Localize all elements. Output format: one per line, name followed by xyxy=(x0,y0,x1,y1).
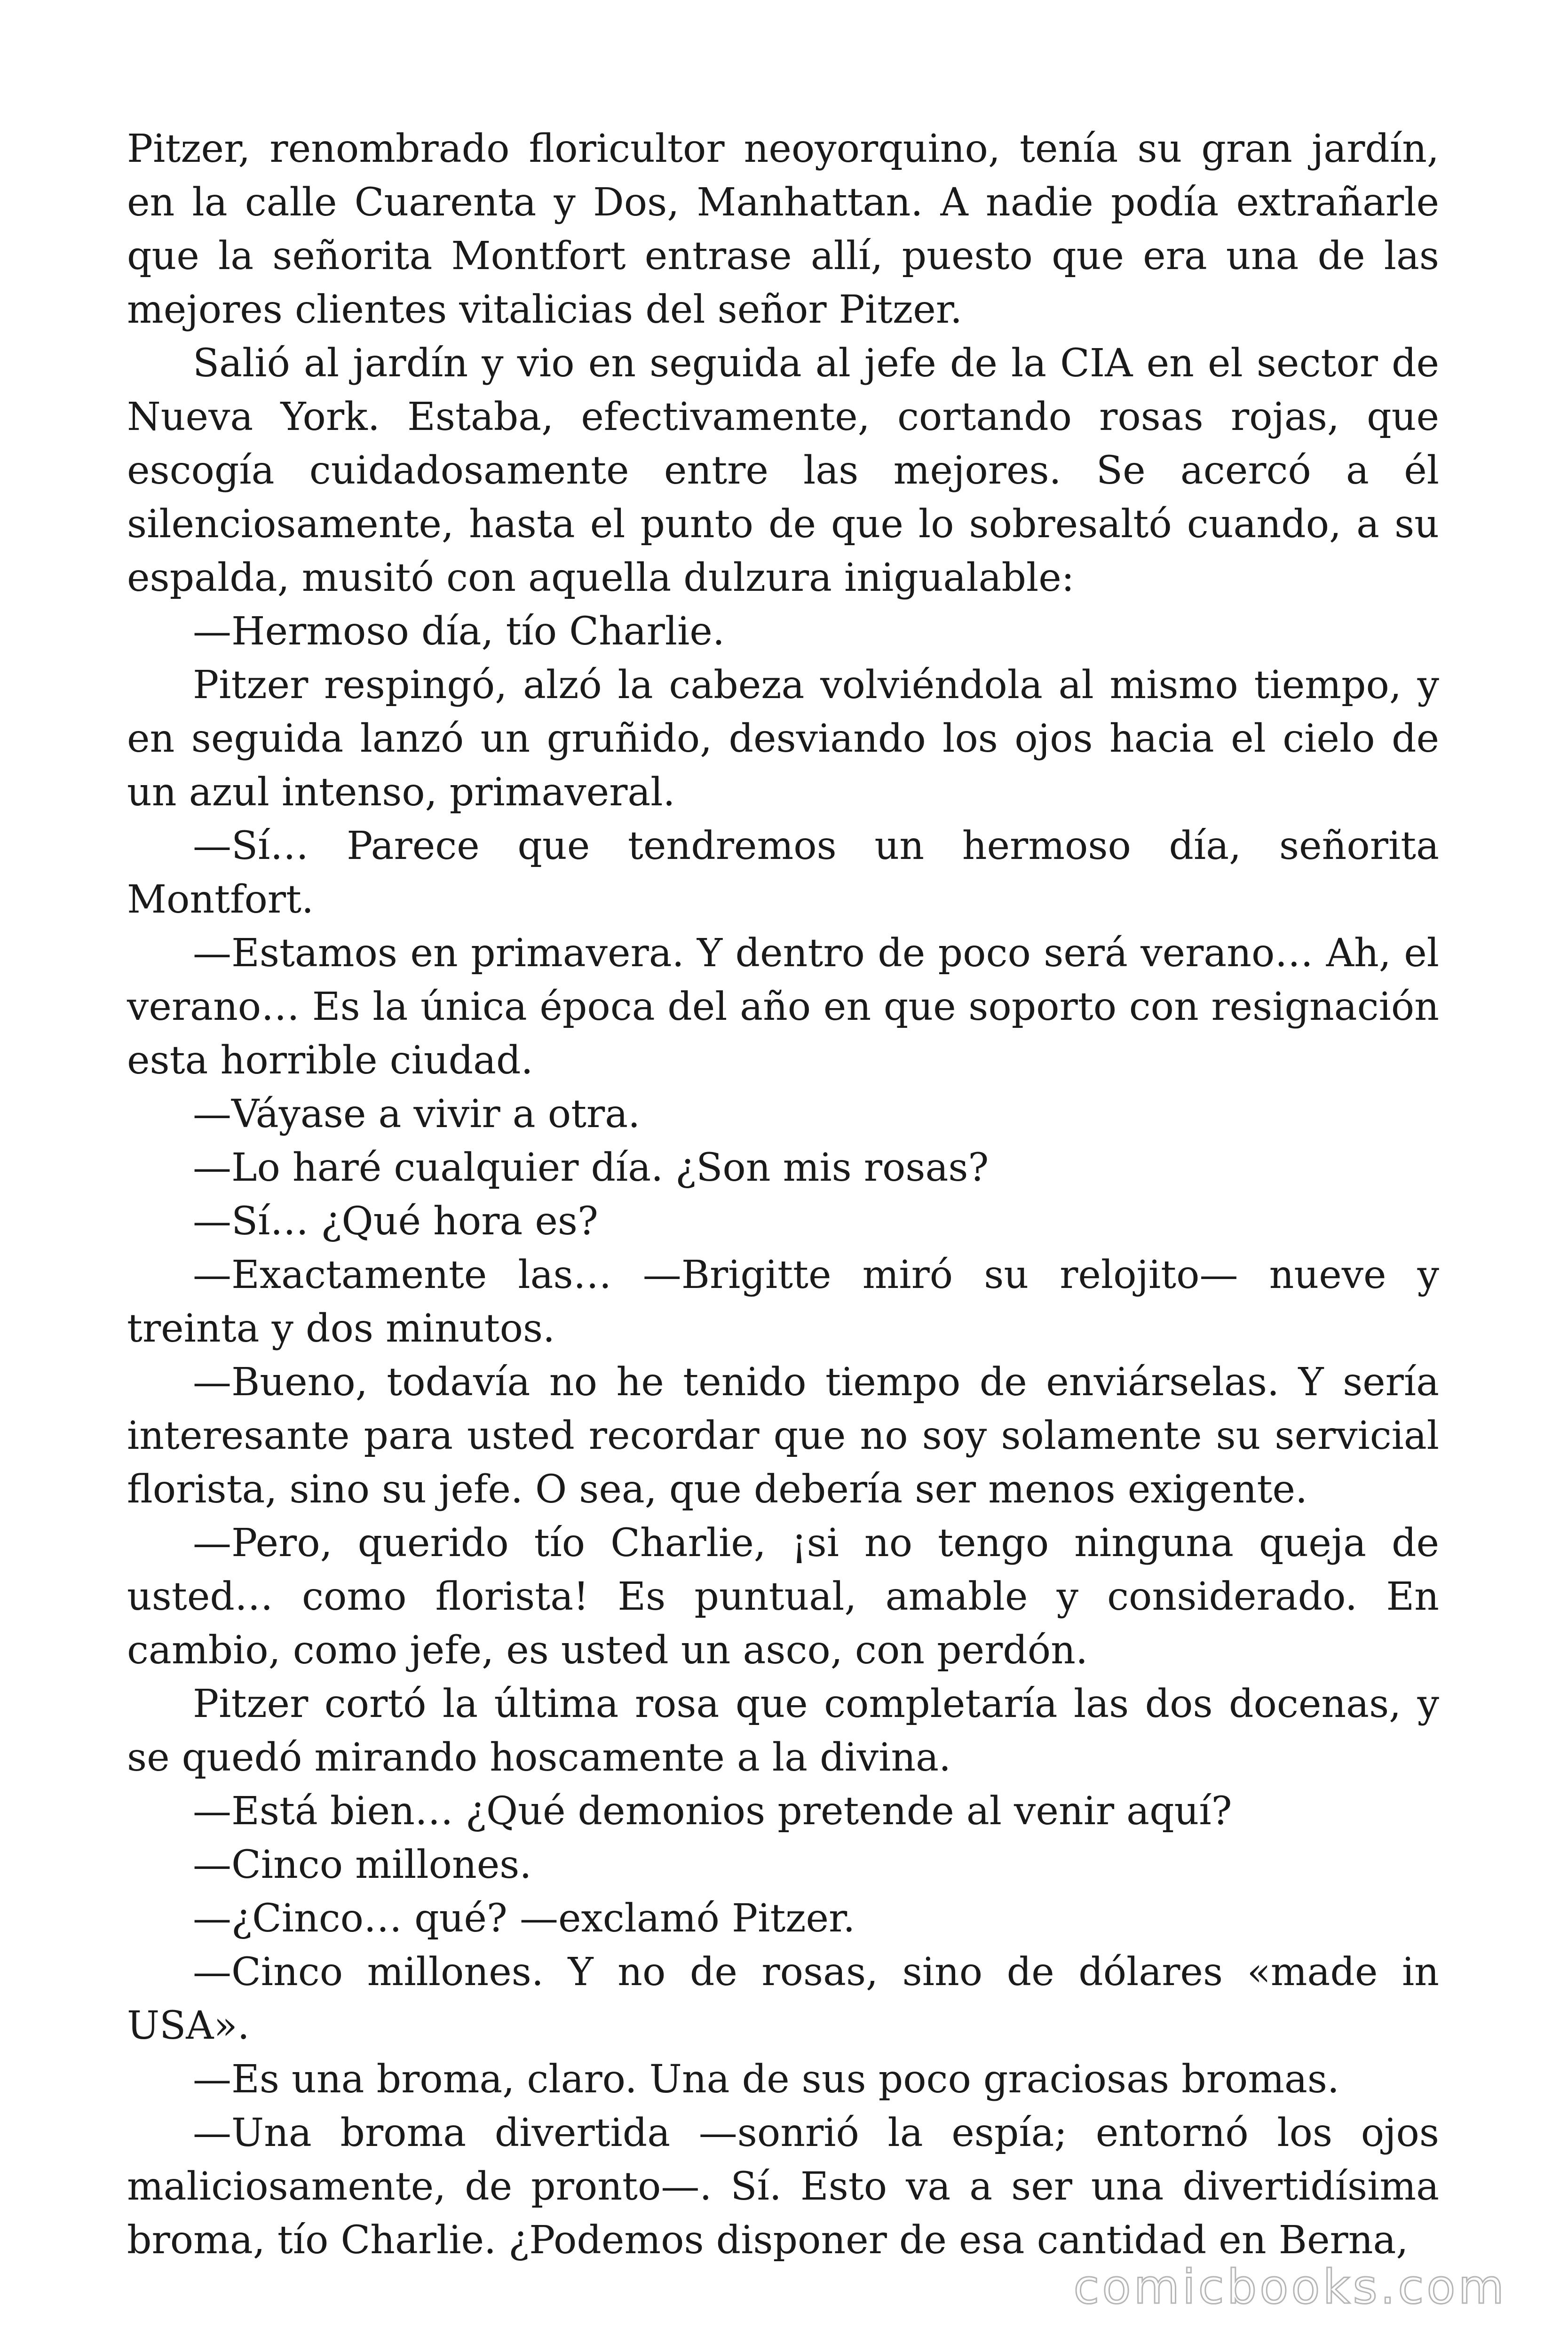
paragraph: —Pero, querido tío Charlie, ¡si no tengo ninguna queja de usted… como florista! Es puntual, amable y considerado. En cambio, como jefe, es usted un asco, con perdón. xyxy=(127,1521,1439,1673)
watermark: comicbooks.com xyxy=(1073,2259,1507,2314)
paragraph: Pitzer respingó, alzó la cabeza volviéndola al mismo tiempo, y en seguida lanzó un gruñido, desviando los ojos hacia el cielo de un azul intenso, primaveral. xyxy=(127,663,1439,815)
paragraph: —Sí… ¿Qué hora es? xyxy=(193,1199,598,1244)
page-text xyxy=(127,122,1439,2267)
paragraph: —Estamos en primavera. Y dentro de poco será verano… Ah, el verano… Es la única época del año en que soporto con resignación esta horrible ciudad. xyxy=(127,931,1439,1083)
paragraph: —Lo haré cualquier día. ¿Son mis rosas? xyxy=(193,1145,989,1190)
paragraph: —Está bien… ¿Qué demonios pretende al venir aquí? xyxy=(193,1789,1232,1834)
paragraph: —Exactamente las… —Brigitte miró su relojito— nueve y treinta y dos minutos. xyxy=(127,1253,1439,1351)
paragraph: Pitzer cortó la última rosa que completaría las dos docenas, y se quedó mirando hoscamente a la divina. xyxy=(127,1682,1439,1780)
paragraph: —Hermoso día, tío Charlie. xyxy=(193,609,725,654)
paragraph: —Cinco millones. Y no de rosas, sino de dólares «made in USA». xyxy=(127,1950,1439,2048)
paragraph: —¿Cinco… qué? —exclamó Pitzer. xyxy=(193,1896,855,1941)
paragraph: —Váyase a vivir a otra. xyxy=(193,1092,641,1136)
paragraph: Salió al jardín y vio en seguida al jefe de la CIA en el sector de Nueva York. Estaba, efectivamente, cortando rosas rojas, que escogía cuidadosamente entre las mejores. Se acercó a él silenciosamente, hasta el punto de que lo sobresaltó cuando, a su espalda, musitó con aquella dulzura inigualable: xyxy=(127,341,1439,600)
paragraph: —Es una broma, claro. Una de sus poco graciosas bromas. xyxy=(193,2057,1339,2102)
paragraph: —Una broma divertida —sonrió la espía; entornó los ojos maliciosamente, de pronto—. Sí. Esto va a ser una divertidísima broma, tío Charlie. ¿Podemos disponer de esa cantidad en Berna, xyxy=(127,2111,1439,2263)
paragraph: Pitzer, renombrado floricultor neoyorquino, tenía su gran jardín, en la calle Cuarenta y Dos, Manhattan. A nadie podía extrañarle que la señorita Montfort entrase allí, puesto que era una de las mejores clientes vitalicias del señor Pitzer. xyxy=(127,127,1439,332)
paragraph: —Bueno, todavía no he tenido tiempo de enviárselas. Y sería interesante para usted recordar que no soy solamente su servicial florista, sino su jefe. O sea, que debería ser menos exigente. xyxy=(127,1360,1439,1512)
paragraph: —Cinco millones. xyxy=(193,1843,532,1887)
paragraph: —Sí… Parece que tendremos un hermoso día, señorita Montfort. xyxy=(127,824,1439,922)
